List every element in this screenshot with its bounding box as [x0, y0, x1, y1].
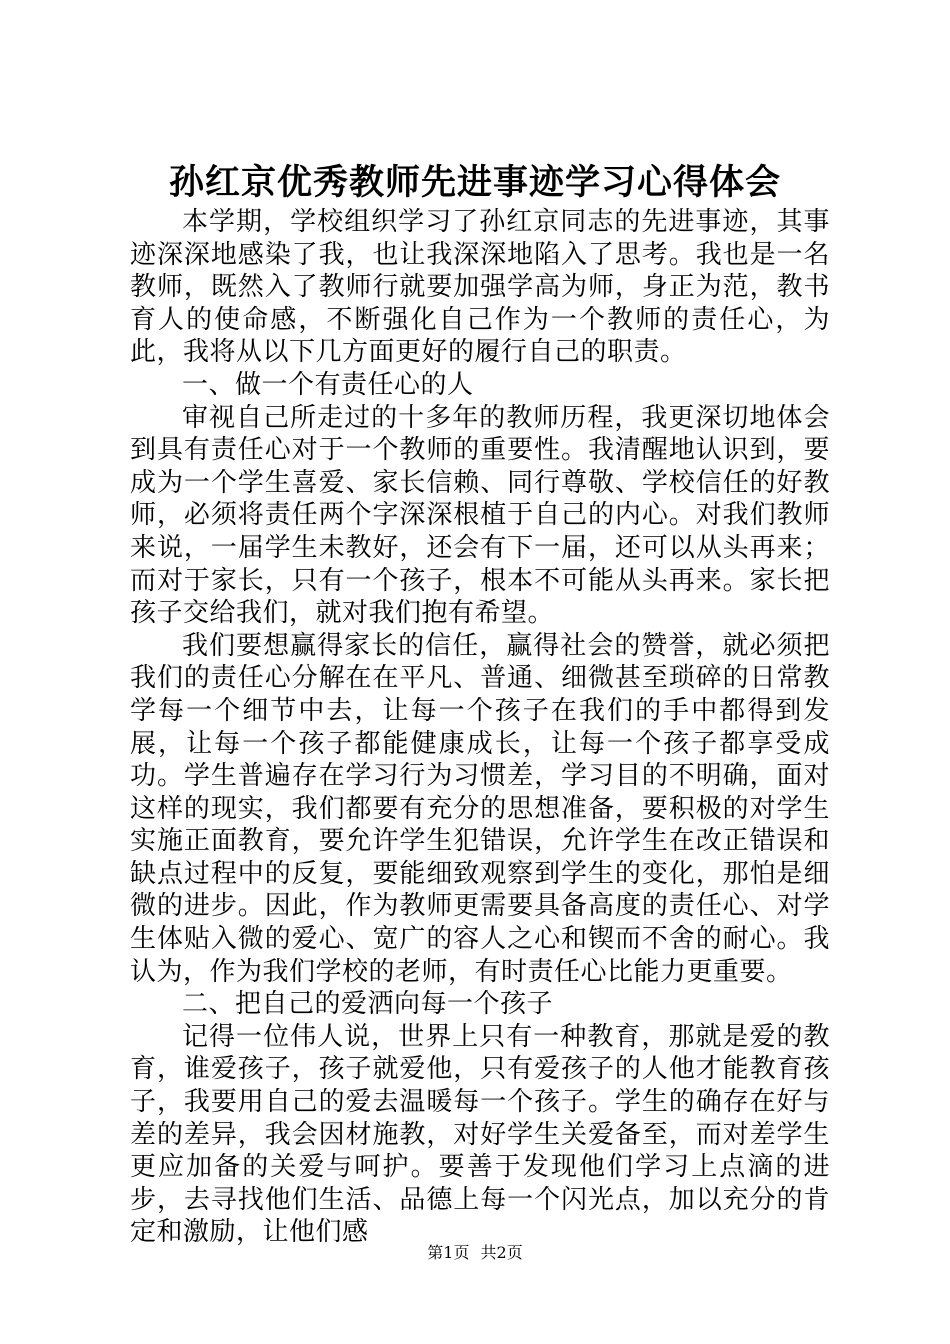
paragraph-responsibility: 审视自己所走过的十多年的教师历程，我更深切地体会到具有责任心对于一个教师的重要性。我清醒地认识到，要成为一个学生喜爱、家长信赖、同行尊敬、学校信任的好教师，必须将责任两个字深深根植于自己的内心。对我们教师来说，一届学生未教好，还会有下一届，还可以从头再来；而对于家长，只有一个孩子，根本不可能从头再来。家长把孩子交给我们，就对我们抱有希望。	[130, 402, 830, 629]
document-body	[130, 206, 830, 1249]
section-heading-1: 一、做一个有责任心的人	[182, 369, 474, 400]
page-number: 第1页	[427, 1243, 470, 1262]
paragraph-trust: 我们要想赢得家长的信任，赢得社会的赞誉，就必须把我们的责任心分解在在平凡、普通、细微甚至琐碎的日常教学每一个细节中去，让每一个孩子在我们的手中都得到发展，让每一个孩子都能健康成长，让每一个孩子都享受成功。学生普遍存在学习行为习惯差，学习目的不明确，面对这样的现实，我们都要有充分的思想准备，要积极的对学生实施正面教育，要允许学生犯错误，允许学生在改正错误和缺点过程中的反复，要能细致观察到学生的变化，那怕是细微的进步。因此，作为教师更需要具备高度的责任心、对学生体贴入微的爱心、宽广的容人之心和锲而不舍的耐心。我认为，作为我们学校的老师，有时责任心比能力更重要。	[130, 630, 830, 987]
section-heading-2: 二、把自己的爱洒向每一个孩子	[182, 989, 554, 1020]
page-footer	[0, 1243, 950, 1263]
paragraph-love: 记得一位伟人说，世界上只有一种教育，那就是爱的教育，谁爱孩子，孩子就爱他，只有爱孩子的人他才能教育孩子，我要用自己的爱去温暖每一个孩子。学生的确存在好与差的差异，我会因材施教，对好学生关爱备至，而对差学生更应加备的关爱与呵护。要善于发现他们学习上点滴的进步，去寻找他们生活、品德上每一个闪光点，加以充分的肯定和激励，让他们感	[130, 1021, 830, 1248]
page-total: 共2页	[480, 1243, 523, 1262]
document-title: 孙红京优秀教师先进事迹学习心得体会	[168, 162, 781, 203]
paragraph-intro: 本学期，学校组织学习了孙红京同志的先进事迹，其事迹深深地感染了我，也让我深深地陷入了思考。我也是一名教师，既然入了教师行就要加强学高为师，身正为范，教书育人的使命感，不断强化自己作为一个教师的责任心，为此，我将从以下几方面更好的履行自己的职责。	[130, 207, 830, 368]
